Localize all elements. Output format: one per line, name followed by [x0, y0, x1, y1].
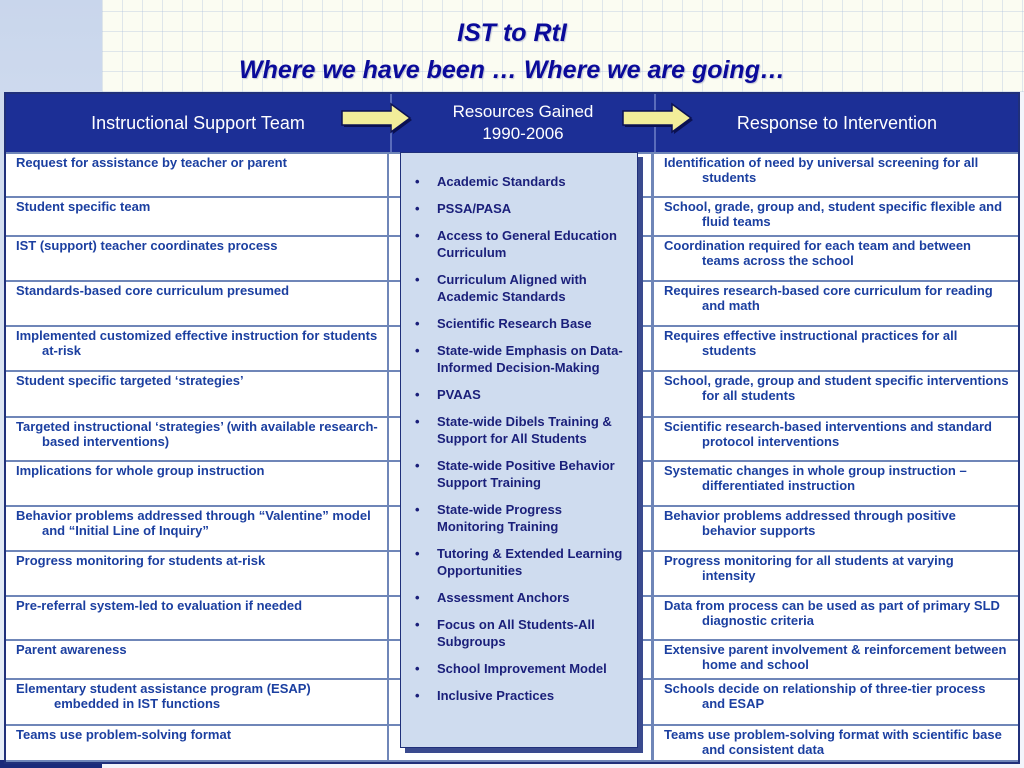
- rti-cell-text: School, grade, group and, student specific flexible and fluid teams: [664, 199, 1003, 229]
- resource-item-label: Tutoring & Extended Learning Opportunities: [437, 546, 623, 578]
- ist-cell-text: Request for assistance by teacher or parent: [16, 155, 287, 170]
- slide-title: IST to RtI: [457, 19, 567, 47]
- rti-cell-text: Schools decide on relationship of three-tier process and ESAP: [664, 681, 986, 711]
- resource-item-label: Curriculum Aligned with Academic Standards: [437, 272, 587, 304]
- rti-cell-text: Identification of need by universal screening for all students: [664, 155, 979, 185]
- bullet-dot: •: [415, 546, 420, 561]
- ist-cell: [6, 198, 387, 235]
- bullet-dot: •: [415, 316, 420, 331]
- resource-item-label: Access to General Education Curriculum: [437, 228, 617, 260]
- right-arrow-icon: [620, 102, 694, 134]
- resource-item: [409, 342, 629, 376]
- resource-item-label: School Improvement Model: [437, 661, 607, 676]
- resource-item: [409, 271, 629, 305]
- bullet-dot: •: [415, 502, 420, 517]
- header-resources: [392, 94, 654, 152]
- resource-item: [409, 457, 629, 491]
- ist-cell: [6, 372, 387, 416]
- bullet-dot: •: [415, 387, 420, 402]
- rti-cell: [654, 237, 1018, 280]
- ist-cell: [6, 282, 387, 325]
- rti-cell-text: Progress monitoring for all students at varying intensity: [664, 553, 954, 583]
- ist-cell-text: Teams use problem-solving format: [16, 727, 232, 742]
- rti-cell: [654, 372, 1018, 416]
- resource-item-label: State-wide Positive Behavior Support Training: [437, 458, 615, 490]
- header-ist: Instructional Support Team: [91, 112, 305, 133]
- rti-cell-text: Systematic changes in whole group instruction – differentiated instruction: [664, 463, 967, 493]
- bullet-dot: •: [415, 228, 420, 243]
- ist-cell-text: Targeted instructional ‘strategies’ (with available research-based interventions): [16, 419, 378, 449]
- ist-cell-text: Student specific targeted ‘strategies’: [16, 373, 244, 388]
- ist-cell-text: Pre-referral system-led to evaluation if needed: [16, 598, 303, 613]
- resources-gained-card: [400, 152, 638, 748]
- table-header: [6, 94, 1018, 152]
- ist-cell-text: Implications for whole group instruction: [16, 463, 265, 478]
- resource-item: [409, 589, 629, 606]
- resource-item: [409, 687, 629, 704]
- rti-cell: [654, 641, 1018, 678]
- resource-item: [409, 227, 629, 261]
- resource-item: [409, 200, 629, 217]
- ist-cell: [6, 507, 387, 550]
- rti-cell-text: School, grade, group and student specific interventions for all students: [664, 373, 1009, 403]
- resource-item-label: State-wide Progress Monitoring Training: [437, 502, 562, 534]
- rti-cell-text: Coordination required for each team and between teams across the school: [664, 238, 971, 268]
- bullet-dot: •: [415, 590, 420, 605]
- resource-item-label: Scientific Research Base: [437, 316, 592, 331]
- resources-list: [409, 173, 629, 704]
- ist-cell-text: Behavior problems addressed through “Valentine” model and “Initial Line of Inquiry”: [16, 508, 371, 538]
- ist-cell: [6, 552, 387, 595]
- resource-item-label: Academic Standards: [437, 174, 566, 189]
- bullet-dot: •: [415, 617, 420, 632]
- rti-cell-text: Behavior problems addressed through positive behavior supports: [664, 508, 956, 538]
- resource-item-label: PSSA/PASA: [437, 201, 512, 216]
- ist-cell: [6, 154, 387, 196]
- resource-item: [409, 413, 629, 447]
- rti-cell-text: Requires research-based core curriculum for reading and math: [664, 283, 993, 313]
- resource-item-label: State-wide Dibels Training & Support for All Students: [437, 414, 612, 446]
- bullet-dot: •: [415, 343, 420, 358]
- ist-cell: [6, 418, 387, 460]
- resource-item-label: Focus on All Students-All Subgroups: [437, 617, 595, 649]
- bullet-dot: •: [415, 661, 420, 676]
- rti-cell-text: Data from process can be used as part of primary SLD diagnostic criteria: [664, 598, 1000, 628]
- resource-item: [409, 501, 629, 535]
- bullet-dot: •: [415, 414, 420, 429]
- ist-cell: [6, 726, 387, 760]
- resource-item-label: State-wide Emphasis on Data-Informed Decision-Making: [437, 343, 623, 375]
- rti-cell: [654, 462, 1018, 505]
- rti-cell-text: Teams use problem-solving format with scientific base and consistent data: [664, 727, 1002, 757]
- ist-cell: [6, 237, 387, 280]
- ist-cell: [6, 641, 387, 678]
- bullet-dot: •: [415, 272, 420, 287]
- rti-cell: [654, 198, 1018, 235]
- right-arrow-icon: [339, 102, 413, 134]
- resource-item: [409, 173, 629, 190]
- header-resources-line1: Resources Gained: [452, 102, 594, 121]
- bullet-dot: •: [415, 458, 420, 473]
- ist-cell: [6, 680, 387, 724]
- ist-cell-text: Student specific team: [16, 199, 151, 214]
- rti-cell: [654, 552, 1018, 595]
- header-resources-line2: 1990-2006: [482, 124, 564, 143]
- resource-item: [409, 315, 629, 332]
- rti-cell: [654, 418, 1018, 460]
- ist-cell-text: IST (support) teacher coordinates process: [16, 238, 278, 253]
- slide-subtitle: Where we have been … Where we are going…: [239, 56, 785, 84]
- ist-cell-text: Standards-based core curriculum presumed: [16, 283, 290, 298]
- rti-cell: [654, 680, 1018, 724]
- ist-cell: [6, 597, 387, 639]
- ist-cell: [6, 462, 387, 505]
- resource-item: [409, 545, 629, 579]
- resource-item-label: PVAAS: [437, 387, 481, 402]
- resource-item-label: Inclusive Practices: [437, 688, 555, 703]
- rti-cell: [654, 327, 1018, 370]
- bullet-dot: •: [415, 174, 420, 189]
- ist-cell-text: Elementary student assistance program (ESAP) embedded in IST functions: [16, 681, 311, 711]
- rti-cell: [654, 507, 1018, 550]
- ist-cell-text: Implemented customized effective instruction for students at-risk: [16, 328, 378, 358]
- rti-cell-text: Extensive parent involvement & reinforcement between home and school: [664, 642, 1007, 672]
- bullet-dot: •: [415, 201, 420, 216]
- resource-item: [409, 616, 629, 650]
- resource-item: [409, 660, 629, 677]
- resource-item: [409, 386, 629, 403]
- rti-cell: [654, 597, 1018, 639]
- rti-cell: [654, 726, 1018, 760]
- rti-cell: [654, 282, 1018, 325]
- resource-item-label: Assessment Anchors: [437, 590, 570, 605]
- rti-cell-text: Requires effective instructional practices for all students: [664, 328, 958, 358]
- bullet-dot: •: [415, 688, 420, 703]
- rti-cell-text: Scientific research-based interventions and standard protocol interventions: [664, 419, 992, 449]
- header-rti: Response to Intervention: [736, 112, 938, 133]
- ist-cell-text: Progress monitoring for students at-risk: [16, 553, 266, 568]
- ist-cell-text: Parent awareness: [16, 642, 127, 657]
- rti-cell: [654, 154, 1018, 196]
- ist-cell: [6, 327, 387, 370]
